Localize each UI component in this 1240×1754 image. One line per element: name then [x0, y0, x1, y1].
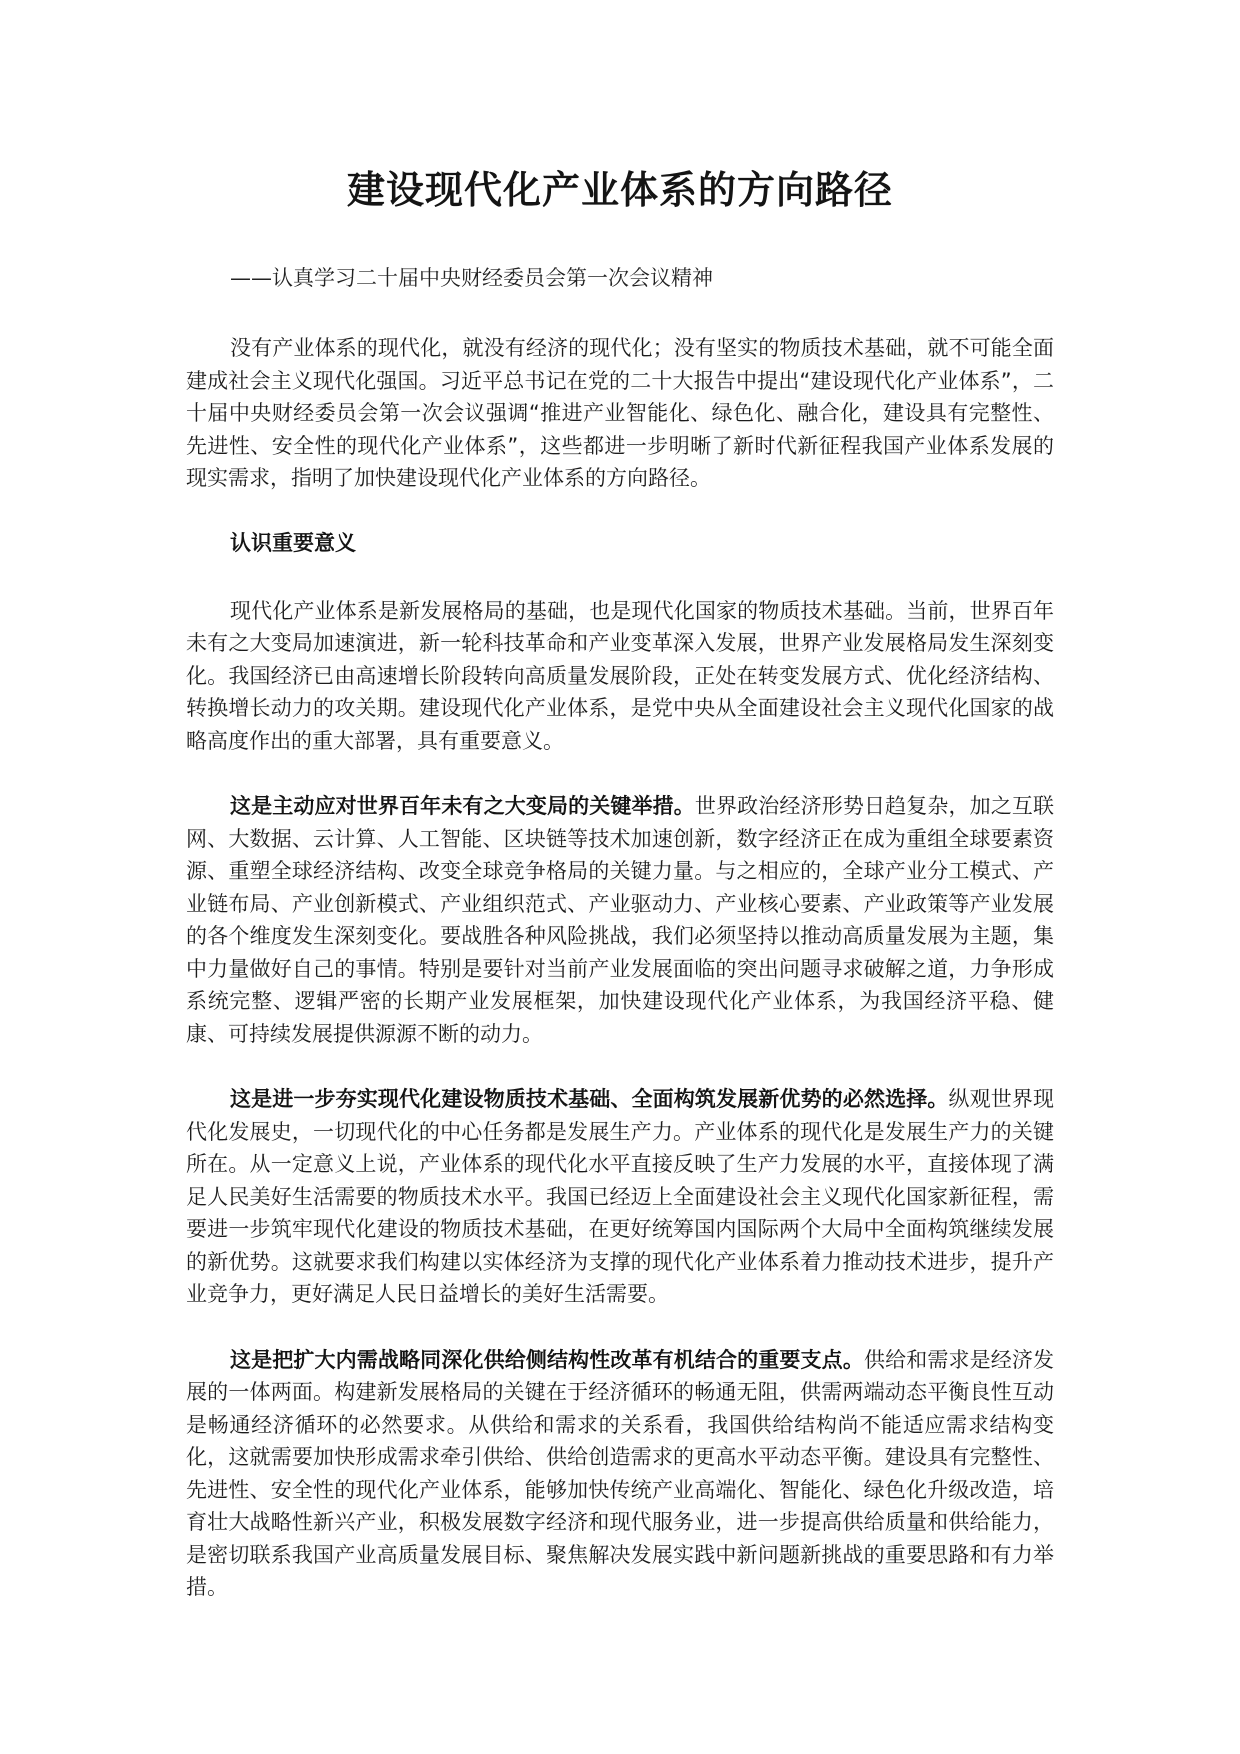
- point-lead: 这是进一步夯实现代化建设物质技术基础、全面构筑发展新优势的必然选择。: [230, 1087, 949, 1111]
- point-paragraph-1: [186, 790, 1054, 1050]
- point-body: 纵观世界现代化发展史，一切现代化的中心任务都是发展生产力。产业体系的现代化是发展生产力的关键所在。从一定意义上说，产业体系的现代化水平直接反映了生产力发展的水平，直接体现了满足人民美好生活需要的物质技术水平。我国已经迈上全面建设社会主义现代化国家新征程，需要进一步筑牢现代化建设的物质技术基础，在更好统筹国内国际两个大局中全面构筑继续发展的新优势。这就要求我们构建以实体经济为支撑的现代化产业体系着力推动技术进步，提升产业竞争力，更好满足人民日益增长的美好生活需要。: [186, 1087, 1055, 1306]
- article-title: 建设现代化产业体系的方向路径: [346, 168, 893, 212]
- point-lead: 这是主动应对世界百年未有之大变局的关键举措。: [230, 794, 695, 818]
- point-paragraph-3: [186, 1344, 1054, 1604]
- section-heading: 认识重要意义: [230, 530, 356, 555]
- document-page: [186, 160, 1054, 1604]
- intro-paragraph: 没有产业体系的现代化，就没有经济的现代化；没有坚实的物质技术基础，就不可能全面建成社会主义现代化强国。习近平总书记在党的二十大报告中提出“建设现代化产业体系”，二十届中央财经委员会第一次会议强调“推进产业智能化、绿色化、融合化，建设具有完整性、先进性、安全性的现代化产业体系”，这些都进一步明晰了新时代新征程我国产业体系发展的现实需求，指明了加快建设现代化产业体系的方向路径。: [186, 336, 1054, 490]
- point-body: 供给和需求是经济发展的一体两面。构建新发展格局的关键在于经济循环的畅通无阻，供需两端动态平衡良性互动是畅通经济循环的必然要求。从供给和需求的关系看，我国供给结构尚不能适应需求结构变化，这就需要加快形成需求牵引供给、供给创造需求的更高水平动态平衡。建设具有完整性、先进性、安全性的现代化产业体系，能够加快传统产业高端化、智能化、绿色化升级改造，培育壮大战略性新兴产业，积极发展数字经济和现代服务业，进一步提高供给质量和供给能力，是密切联系我国产业高质量发展目标、聚焦解决发展实践中新问题新挑战的重要思路和有力举措。: [186, 1347, 1055, 1599]
- point-paragraph-2: [186, 1083, 1054, 1311]
- section-intro-paragraph: 现代化产业体系是新发展格局的基础，也是现代化国家的物质技术基础。当前，世界百年未有之大变局加速演进，新一轮科技革命和产业变革深入发展，世界产业发展格局发生深刻变化。我国经济已由高速增长阶段转向高质量发展阶段，正处在转变发展方式、优化经济结构、转换增长动力的攻关期。建设现代化产业体系，是党中央从全面建设社会主义现代化国家的战略高度作出的重大部署，具有重要意义。: [186, 598, 1054, 753]
- point-body: 世界政治经济形势日趋复杂，加之互联网、大数据、云计算、人工智能、区块链等技术加速创新，数字经济正在成为重组全球要素资源、重塑全球经济结构、改变全球竞争格局的关键力量。与之相应的，全球产业分工模式、产业链布局、产业创新模式、产业组织范式、产业驱动力、产业核心要素、产业政策等产业发展的各个维度发生深刻变化。要战胜各种风险挑战，我们必须坚持以推动高质量发展为主题，集中力量做好自己的事情。特别是要针对当前产业发展面临的突出问题寻求破解之道，力争形成系统完整、逻辑严密的长期产业发展框架，加快建设现代化产业体系，为我国经济平稳、健康、可持续发展提供源源不断的动力。: [186, 794, 1055, 1046]
- article-subtitle: ——认真学习二十届中央财经委员会第一次会议精神: [230, 266, 713, 290]
- point-lead: 这是把扩大内需战略同深化供给侧结构性改革有机结合的重要支点。: [230, 1347, 864, 1372]
